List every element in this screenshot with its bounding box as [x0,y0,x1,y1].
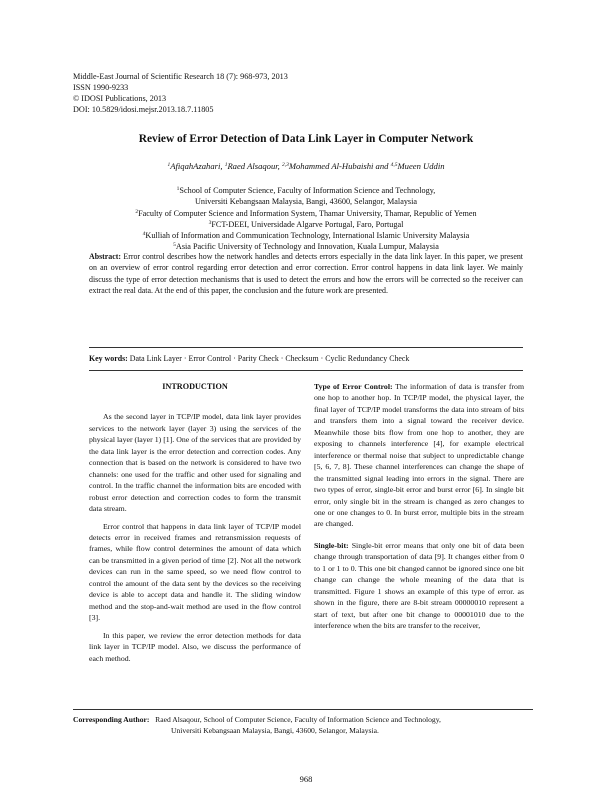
author-sup: 1 [224,162,228,168]
author-sup: 2,3 [281,162,289,168]
body-paragraph: Error control that happens in data link layer of TCP/IP model detects error in received frames and retransmission requests of frames, while flow control determines the amount of data which can be transmitted in a given period of time [2]. Not all the network devices can run in the same speed, so we need flow control to control the amount of the data sent by the devices so the receiving device is able to accept data and handle it. The sliding window method and the stop-and-wait method are used in the flow control [3]. [89,521,301,623]
left-column [89,381,301,670]
affiliation-text: Asia Pacific University of Technology and Innovation, Kuala Lumpur, Malaysia [175,242,439,252]
author-name: Mohammed Al-Hubaishi and [288,161,389,171]
keywords-text: Data Link Layer · Error Control · Parity Check · Checksum · Cyclic Redundancy Check [129,354,410,363]
author-sup: 1 [167,162,171,168]
divider-top [89,347,523,348]
copyright: © IDOSI Publications, 2013 [73,94,167,103]
author-name: Raed Alsaqour, [227,161,280,171]
affiliation-text: FCT-DEEI, Universidade Algarve Portugal, Faro, Portugal [211,219,404,229]
journal-header [73,71,288,115]
abstract-label: Abstract: [89,252,121,261]
divider-bottom [89,370,523,371]
affiliation [40,185,572,196]
author-list [0,161,612,171]
issn: ISSN 1990-9233 [73,83,129,92]
corresponding-label: Corresponding Author: [73,715,150,724]
affiliation [40,208,572,219]
subsection-heading: Single-bit: [314,540,349,550]
affiliation-continued: Universiti Kebangsaan Malaysia, Bangi, 43600, Selangor, Malaysia [194,197,418,207]
abstract [89,251,523,297]
affiliation [40,219,572,230]
paragraph-text: The information of data is transfer from one hop to another hop. In TCP/IP model, the physical layer, the final layer of TCP/IP model transforms the data into stream of bits and transfers them into a signal toward the receiver device. Meanwhile those bits flow from one hop to another, they are exposing to channels interference [4], for example electrical interference or thermal noise that subject to unpredictable change [5, 6, 7, 8]. These channel interferences can change the shape of the transmitted signal leading into errors in the signal. There are two types of error, single-bit error and burst error [6]. In single bit error, only single bit in the stream is changed as zero changes to one or one changes to 0. In burst error, multiple bits in the stream are changed. [314,382,525,529]
corresponding-line [73,714,441,725]
affiliation-sup: 4 [142,231,146,238]
affiliation-text: School of Computer Science, Faculty of Information Science and Technology, [179,186,436,195]
corresponding-text-continued: Universiti Kebangsaan Malaysia, Bangi, 43600, Selangor, Malaysia. [171,726,379,735]
body-paragraph: In this paper, we review the error detection methods for data link layer in TCP/IP model. Also, we discuss the performance of each method. [89,630,301,663]
author-name: Mueen Uddin [397,161,445,171]
abstract-text: Error control describes how the network handles and detects errors especially in the data link layer. In this paper, we present on an overview of error control regarding error detection and error correction. Error control happens in data link layer. We mainly discuss the type of error detection mechanisms that is used to detect the errors and how the errors will be corrected so the receiver can extract the real data. At the end of this paper, the conclusion and the future work are presented. [89,252,524,296]
affiliation-sup: 3 [208,219,212,226]
keywords-label: Key words: [89,354,128,363]
affiliation-sup: 5 [173,242,176,249]
section-heading: INTRODUCTION [162,382,228,391]
body-paragraph [314,540,524,632]
page-number: 968 [299,774,313,784]
affiliation-sup: 1 [176,186,180,192]
corresponding-author [73,714,441,736]
body-paragraph [314,381,524,530]
affiliation-text: Kulliah of Information and Communication Technology, International Islamic University Malaysia [145,231,470,241]
journal-citation: Middle-East Journal of Scientific Research 18 (7): 968-973, 2013 [73,72,288,81]
paragraph-text: Single-bit error means that only one bit of data been change through transportation of data [9]. It changes either from 0 to 1 or 1 to 0. This one bit changed cannot be ignored since one bit change can change the whole meaning of the data that is transmitted. Figure 1 shows an example of this type of error. as shown in the figure, there are 8-bit stream 00000010 represent a start of text, but after one bit change to 00001010 due to the interference when the bits are transfer to the receiver, [314,540,524,631]
author-name: AfiqahAzahari, [170,161,223,171]
affiliation-sup: 2 [135,208,139,215]
affiliation-text: Faculty of Computer Science and Information System, Thamar University, Thamar, Republic of Yemen [138,208,477,218]
right-column [314,381,524,638]
corresponding-text: Raed Alsaqour, School of Computer Science, Faculty of Information Science and Technology, [155,715,441,724]
footnote-rule [73,709,533,710]
paper-title: Review of Error Detection of Data Link Layer in Computer Network [138,133,474,145]
subsection-heading: Type of Error Control: [314,382,393,391]
author-sup: 4,5 [390,162,398,168]
doi: DOI: 10.5829/idosi.mejsr.2013.18.7.11805 [73,105,214,114]
body-paragraph: As the second layer in TCP/IP model, data link layer provides services to the network layer (layer 3) using the services of the physical layer (layer 1) [1]. One of the services that are provided by the data link layer is the error detection and correction codes. Any connection that is based on the network is considered to have two channels: one used for the traffic and other used for signaling and control. In the traffic channel the information bits are encoded with robust error detection and correction codes to form the transmit data stream. [89,412,301,514]
keywords [89,354,529,363]
affiliations [40,185,572,253]
affiliation [40,230,572,241]
